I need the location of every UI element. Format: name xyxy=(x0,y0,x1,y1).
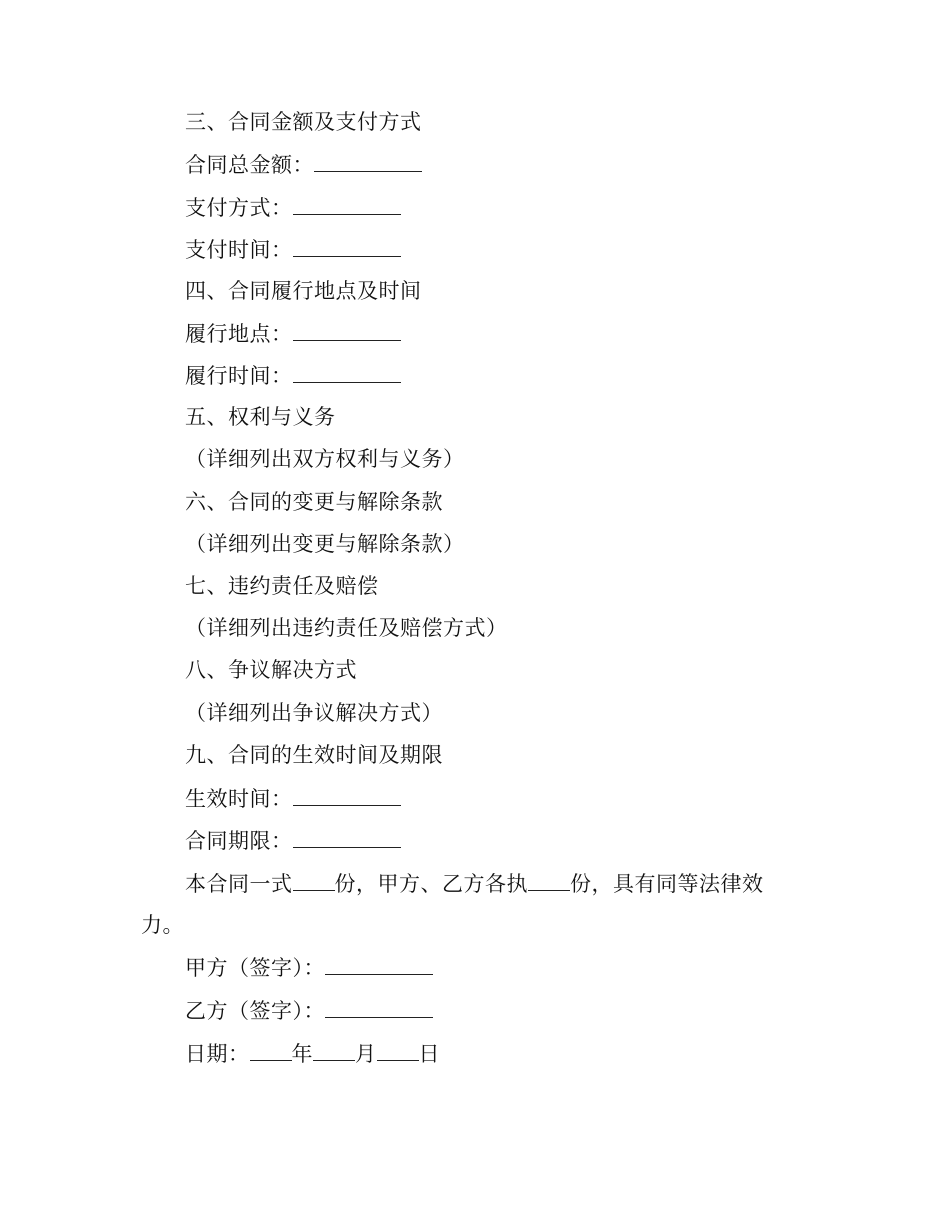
copies-paragraph: 本合同一式 份，甲方、乙方各执 份，具有同等法律效 xyxy=(185,872,764,896)
effective-time-line xyxy=(185,785,401,812)
section-7-title: 七、违约责任及赔偿 xyxy=(185,574,379,598)
section-8-note: （详细列出争议解决方式） xyxy=(185,701,443,725)
date-label: 日期： xyxy=(185,1042,250,1066)
payment-method-line xyxy=(185,194,401,221)
party-b-signature-line xyxy=(185,997,433,1024)
payment-time-line xyxy=(185,236,401,263)
day-label: 日 xyxy=(418,1042,440,1066)
total-copies-blank[interactable] xyxy=(293,870,335,891)
section-9-title: 九、合同的生效时间及期限 xyxy=(185,743,443,767)
contract-term-line xyxy=(185,827,401,854)
payment-time-blank[interactable] xyxy=(293,236,401,257)
party-a-label: 甲方（签字）： xyxy=(185,956,325,980)
performance-time-label: 履行时间： xyxy=(185,364,293,388)
party-a-signature-blank[interactable] xyxy=(325,954,433,975)
performance-place-blank[interactable] xyxy=(293,320,401,341)
performance-place-label: 履行地点： xyxy=(185,322,293,346)
year-label: 年 xyxy=(291,1042,313,1066)
month-blank[interactable] xyxy=(313,1040,355,1061)
section-8-title: 八、争议解决方式 xyxy=(185,658,357,682)
total-amount-line xyxy=(185,151,422,178)
performance-place-line xyxy=(185,320,401,347)
effective-time-label: 生效时间： xyxy=(185,787,293,811)
performance-time-blank[interactable] xyxy=(293,362,401,383)
party-b-label: 乙方（签字）： xyxy=(185,999,325,1023)
payment-method-label: 支付方式： xyxy=(185,196,293,220)
payment-time-label: 支付时间： xyxy=(185,238,293,262)
section-5-note: （详细列出双方权利与义务） xyxy=(185,447,465,471)
year-blank[interactable] xyxy=(250,1040,292,1061)
performance-time-line xyxy=(185,362,401,389)
effective-time-blank[interactable] xyxy=(293,785,401,806)
section-4-title: 四、合同履行地点及时间 xyxy=(185,279,422,303)
month-label: 月 xyxy=(355,1042,377,1066)
section-6-title: 六、合同的变更与解除条款 xyxy=(185,490,443,514)
contract-term-label: 合同期限： xyxy=(185,829,293,853)
date-line xyxy=(185,1040,440,1067)
copies-paragraph-continuation: 力。 xyxy=(141,913,184,937)
total-amount-label: 合同总金额： xyxy=(185,153,314,177)
total-amount-blank[interactable] xyxy=(314,151,422,172)
payment-method-blank[interactable] xyxy=(293,194,401,215)
party-a-signature-line xyxy=(185,954,433,981)
day-blank[interactable] xyxy=(377,1040,419,1061)
each-party-copies-blank[interactable] xyxy=(528,870,570,891)
section-5-title: 五、权利与义务 xyxy=(185,405,336,429)
section-6-note: （详细列出变更与解除条款） xyxy=(185,532,465,556)
section-3-title: 三、合同金额及支付方式 xyxy=(185,110,422,134)
party-b-signature-blank[interactable] xyxy=(325,997,433,1018)
section-7-note: （详细列出违约责任及赔偿方式） xyxy=(185,616,508,640)
contract-term-blank[interactable] xyxy=(293,827,401,848)
